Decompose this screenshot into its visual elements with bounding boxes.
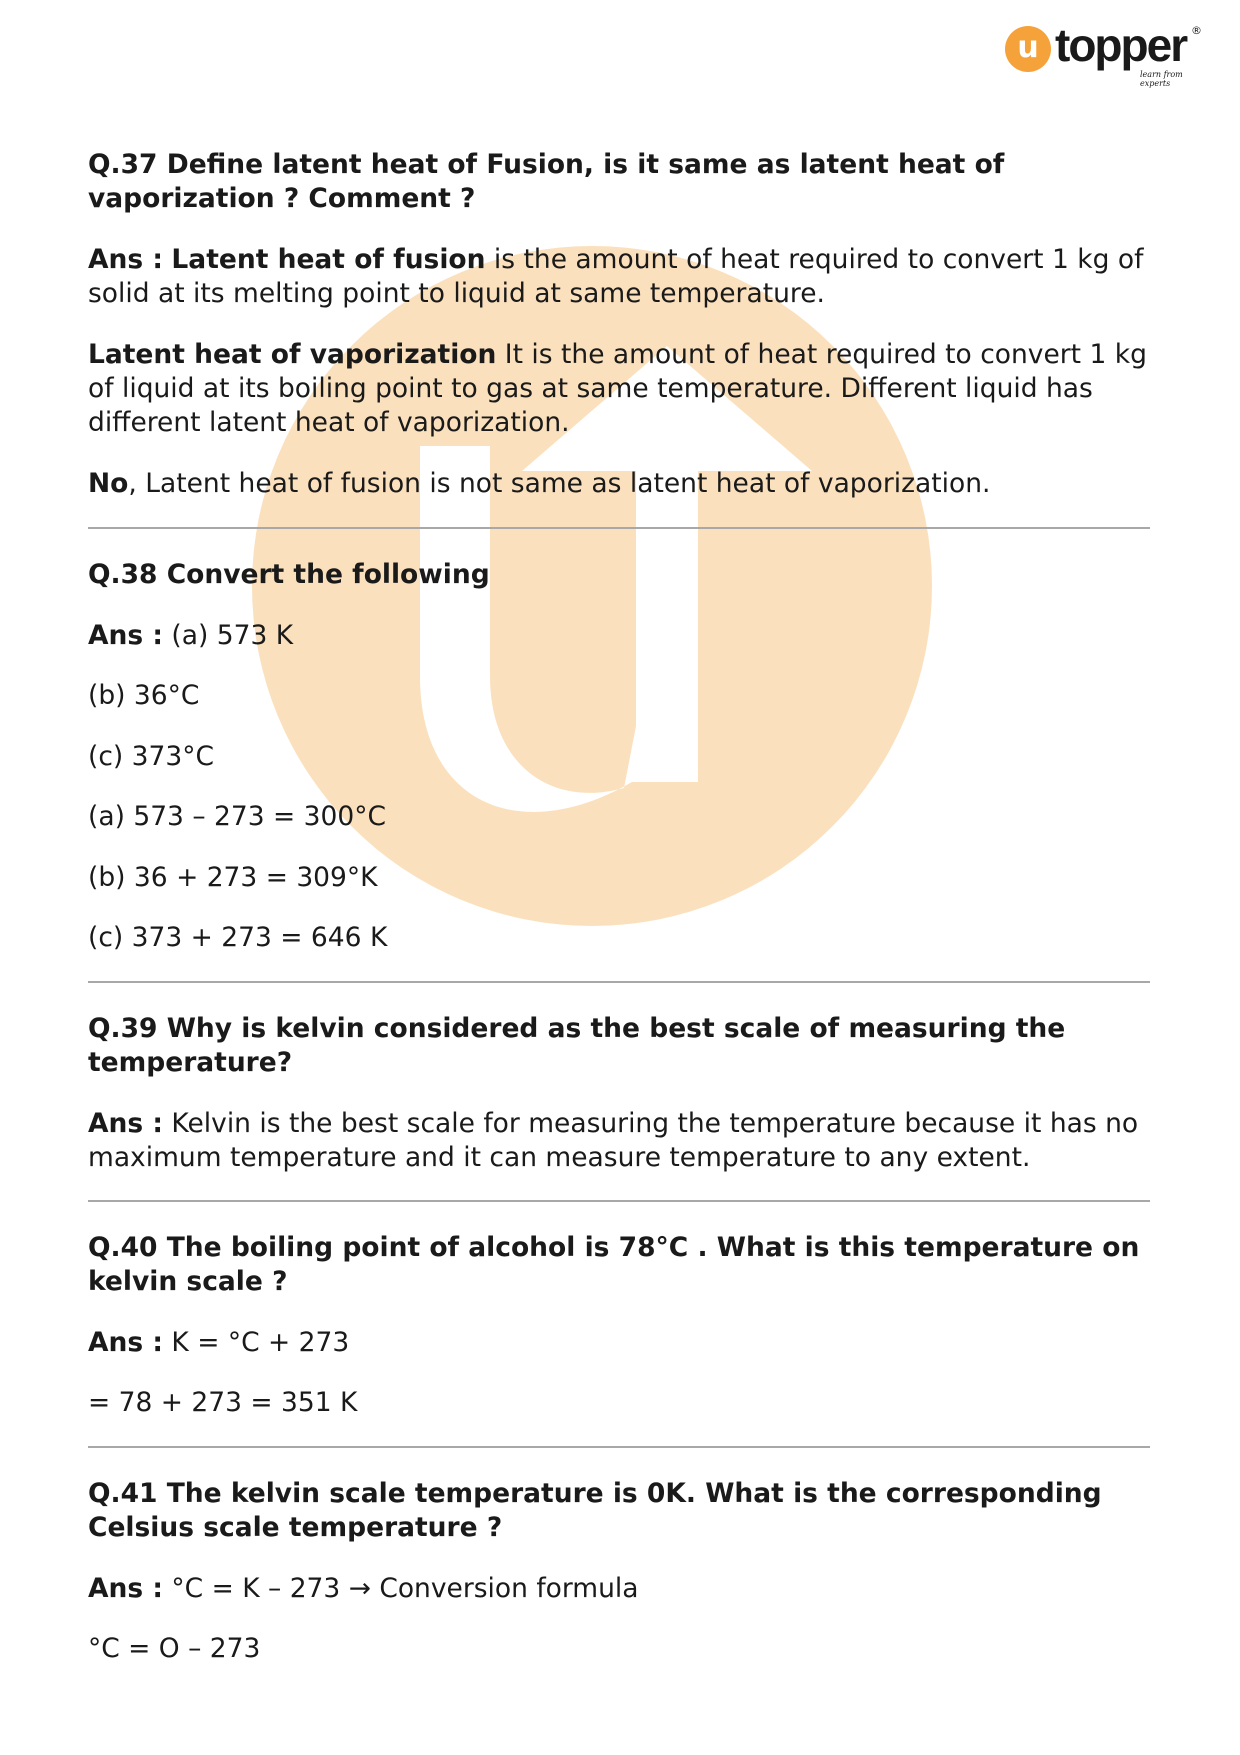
no-term: No: [88, 468, 129, 499]
question-41: Q.41 The kelvin scale temperature is 0K. What is the corresponding Celsius scale temperature ?: [88, 1478, 1102, 1543]
logo-wordmark: topper: [1055, 19, 1187, 71]
answer-40-formula: [88, 1326, 1154, 1360]
logo-tagline: learn from experts: [1140, 70, 1183, 88]
divider: [88, 1446, 1150, 1448]
answer-39-text: Kelvin is the best scale for measuring the temperature because it has no maximum temperature and it can measure temperature to any extent.: [88, 1108, 1139, 1173]
answer-41-result: °C = O – 273: [88, 1633, 261, 1664]
answer-38-c: (c) 373°C: [88, 741, 215, 772]
answer-38-a: [88, 619, 1154, 653]
answer-37-vaporization: [88, 338, 1154, 440]
brand-logo: [1005, 19, 1205, 88]
question-40: Q.40 The boiling point of alcohol is 78°C . What is this temperature on kelvin scale ?: [88, 1232, 1140, 1297]
conclusion-text: , Latent heat of fusion is not same as latent heat of vaporization.: [128, 468, 991, 499]
question-37: Q.37 Define latent heat of Fusion, is it same as latent heat of vaporization ? Comment ?: [88, 149, 1005, 214]
answer-label: Ans :: [88, 620, 163, 651]
question-38: Q.38 Convert the following: [88, 559, 490, 590]
solution-38-b: (b) 36 + 273 = 309°K: [88, 862, 378, 893]
question-39: Q.39 Why is kelvin considered as the best scale of measuring the temperature?: [88, 1013, 1066, 1078]
answer-label: Ans :: [88, 1573, 163, 1604]
vaporization-text: It is the amount of heat required to convert 1 kg of liquid at its boiling point to gas at same temperature. Different liquid has different latent heat of vaporization.: [88, 339, 1147, 438]
answer-37-fusion: [88, 243, 1154, 311]
answer-41-formula: [88, 1572, 1154, 1606]
logo-registered-mark: ®: [1191, 24, 1202, 37]
answer-38-b: (b) 36°C: [88, 680, 200, 711]
answer-40-formula-text: K = °C + 273: [162, 1327, 350, 1358]
answer-39: [88, 1107, 1154, 1175]
divider: [88, 981, 1150, 983]
fusion-term: Latent heat of fusion: [171, 244, 486, 275]
answer-label: Ans :: [88, 1327, 163, 1358]
logo-badge-icon: u: [1005, 26, 1051, 72]
solution-38-c: (c) 373 + 273 = 646 K: [88, 922, 388, 953]
answer-41-formula-text: °C = K – 273 → Conversion formula: [162, 1573, 639, 1604]
vaporization-term: Latent heat of vaporization: [88, 339, 497, 370]
answer-40-result: = 78 + 273 = 351 K: [88, 1387, 358, 1418]
answer-38-a-text: (a) 573 K: [162, 620, 294, 651]
answer-label: Ans :: [88, 244, 163, 275]
divider: [88, 527, 1150, 529]
answer-label: Ans :: [88, 1108, 163, 1139]
divider: [88, 1200, 1150, 1202]
answer-37-conclusion: [88, 467, 1154, 501]
fusion-text: is the amount of heat required to convert 1 kg of solid at its melting point to liquid at same temperature.: [88, 244, 1144, 309]
solution-38-a: (a) 573 – 273 = 300°C: [88, 801, 386, 832]
